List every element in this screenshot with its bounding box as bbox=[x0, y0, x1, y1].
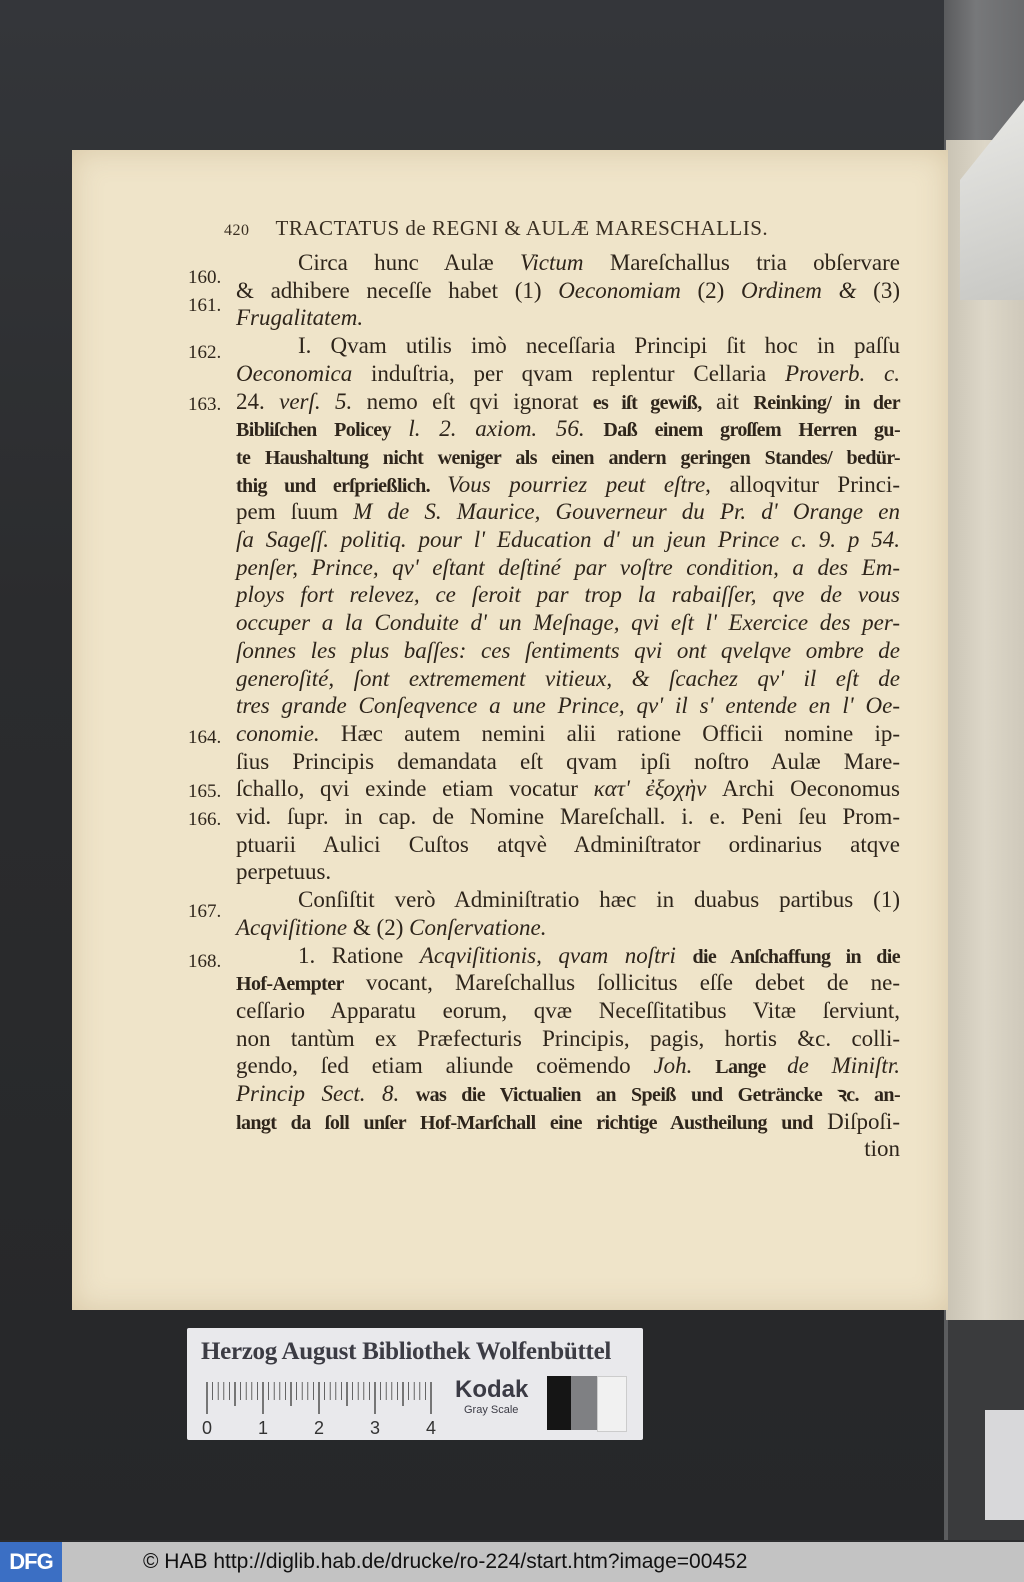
margin-number: 161. bbox=[188, 295, 222, 316]
fraktur-text: Reinking/ in der bbox=[753, 391, 900, 414]
next-page-sliver bbox=[946, 140, 1024, 1320]
fraktur-text: Bibliſchen Policey bbox=[236, 419, 409, 442]
running-head-title: TRACTATUS de REGNI & AULÆ MARESCHALLIS. bbox=[275, 216, 769, 240]
library-name: Herzog August Bibliothek Wolfenbüttel bbox=[201, 1338, 612, 1365]
roman-text: (3) bbox=[873, 277, 900, 303]
roman-text: I. Qvam utilis imò neceſſaria Principi ſit hoc in paſſu bbox=[298, 333, 900, 359]
ruler-label: 3 bbox=[369, 1418, 381, 1438]
italic-text: ſonnes les plus baſſes: ces ſentiments qvi ont qvelqve ombre de bbox=[236, 637, 900, 663]
text-line bbox=[236, 554, 900, 582]
text-line bbox=[236, 775, 900, 803]
italic-text: occuper a la Conduite d' un Meſnage, qvi eſt l' Exercice des per- bbox=[236, 610, 900, 636]
margin-number: 160. bbox=[188, 267, 222, 288]
fraktur-text: was die Victualien an Speiß und Geträncke ꝛc. an- bbox=[415, 1084, 901, 1106]
fraktur-text: langt da ſoll unſer Hof-Marſchall eine richtige Austheilung und bbox=[236, 1111, 828, 1134]
roman-text: vid. ſupr. in cap. de Nomine Mareſchall. i. e. Peni ſeu Prom- bbox=[236, 804, 900, 829]
italic-text: Joh. bbox=[653, 1053, 716, 1079]
fraktur-text: thig und erſprießlich. bbox=[236, 474, 448, 497]
dfg-logo: DFG bbox=[0, 1542, 62, 1582]
centimeter-ruler bbox=[203, 1378, 435, 1438]
italic-text: verſ. 5. bbox=[279, 388, 353, 414]
roman-text: non tantùm ex Præfecturis Principis, pagis, hortis &c. colli- bbox=[236, 1025, 900, 1051]
italic-text: Princip Sect. 8. bbox=[236, 1081, 416, 1106]
italic-text: generoſité, ſont extremement vitieux, & ſcachez qv' il eſt de bbox=[236, 665, 900, 691]
text-line bbox=[236, 748, 900, 776]
text-line bbox=[236, 360, 900, 388]
text-line bbox=[236, 1025, 900, 1053]
fraktur-text: die Anſchaffung in die bbox=[692, 945, 900, 968]
italic-text: Victum bbox=[520, 250, 584, 275]
text-line bbox=[236, 942, 900, 970]
roman-text: perpetuus. bbox=[236, 859, 332, 885]
margin-number: 163. bbox=[188, 394, 222, 415]
text-line bbox=[236, 914, 900, 942]
text-line bbox=[236, 332, 900, 360]
fraktur-text: Daß einem groſſem Herren gu- bbox=[603, 419, 901, 442]
italic-text: Acqviſitione bbox=[236, 914, 348, 940]
italic-text: Frugalitatem. bbox=[236, 305, 364, 331]
margin-number: 164. bbox=[188, 727, 222, 748]
text-line bbox=[236, 720, 900, 748]
roman-text: tion bbox=[864, 1136, 900, 1162]
italic-text: l. 2. axiom. 56. bbox=[408, 416, 604, 442]
side-label bbox=[985, 1410, 1024, 1520]
roman-text: ceſſario Apparatu eorum, qvæ Neceſſitatibus Vitæ ſerviunt, bbox=[236, 997, 900, 1023]
roman-text: nemo eſt qvi ignorat bbox=[352, 388, 593, 414]
fraktur-text: Lange bbox=[715, 1056, 788, 1079]
ruler-label: 1 bbox=[257, 1418, 269, 1438]
text-line bbox=[236, 637, 900, 665]
white-patch bbox=[597, 1376, 627, 1432]
roman-text: Circa hunc Aulæ bbox=[298, 250, 521, 275]
italic-text: conomie. bbox=[236, 720, 320, 746]
ruler-label: 2 bbox=[313, 1418, 325, 1438]
text-line bbox=[236, 858, 900, 886]
italic-text: de Miniſtr. bbox=[787, 1053, 900, 1079]
text-line bbox=[236, 249, 900, 277]
margin-number: 162. bbox=[188, 342, 222, 363]
text-line bbox=[236, 581, 900, 609]
italic-text: Acqviſitionis, qvam noſtri bbox=[419, 942, 693, 968]
roman-text: 1. Ratione bbox=[298, 942, 420, 968]
italic-text: penſer, Prince, qv' eſtant deſtiné par voſtre condition, a des Em- bbox=[236, 554, 900, 580]
text-line bbox=[236, 415, 900, 443]
text-line bbox=[236, 526, 900, 554]
roman-text: Conſiſtit verò Adminiſtratio hæc in duabus partibus (1) bbox=[298, 887, 900, 913]
roman-text: Archi Oeconomus bbox=[706, 776, 900, 802]
italic-text: Vous pourriez peut eſtre, bbox=[447, 471, 711, 497]
text-line bbox=[236, 304, 900, 332]
roman-text: gendo, ſed etiam aliunde coëmendo bbox=[236, 1053, 654, 1079]
roman-text: ait bbox=[701, 388, 754, 414]
fraktur-text: Hof-Aempter bbox=[236, 973, 344, 996]
roman-text: induſtria, per qvam replentur Cellaria bbox=[352, 360, 785, 386]
roman-text: pem ſuum bbox=[236, 499, 354, 525]
roman-text: Mareſchallus tria obſervare bbox=[583, 250, 900, 275]
roman-text: ptuarii Aulici Cuſtos atqvè Adminiſtrator ordinarius atqve bbox=[236, 831, 900, 857]
text-line bbox=[236, 1135, 900, 1163]
roman-text: & (2) bbox=[347, 914, 410, 940]
italic-text: κατ' ἐξοχὴν bbox=[593, 776, 707, 802]
italic-text: Conſervatione. bbox=[409, 914, 547, 940]
italic-text: ploys fort relevez, ce ſeroit par trop la rabaiſſer, qve de vous bbox=[236, 582, 900, 608]
running-head bbox=[224, 216, 844, 244]
margin-number: 165. bbox=[188, 781, 222, 802]
fraktur-text: te Haushaltung nicht weniger als einen andern geringen Standes/ bedür- bbox=[236, 446, 900, 469]
roman-text: ſius Principis demandata eſt qvam ipſi noſtro Aulæ Mare- bbox=[236, 748, 900, 774]
roman-text: 24. bbox=[236, 388, 280, 414]
italic-text: Oeconomiam bbox=[558, 277, 681, 303]
page-number: 420 bbox=[224, 222, 250, 239]
footer-bar bbox=[0, 1542, 1024, 1582]
text-line bbox=[236, 969, 900, 997]
text-line bbox=[236, 665, 900, 693]
italic-text: tres grande Conſeqvence a une Prince, qv' il s' entende en l' Oe- bbox=[236, 693, 900, 719]
text-line bbox=[236, 609, 900, 637]
roman-text: alloqvitur Princi- bbox=[710, 471, 901, 497]
italic-text: Oeconomica bbox=[236, 360, 353, 386]
text-line bbox=[236, 1080, 900, 1108]
ruler-label: 0 bbox=[201, 1418, 213, 1438]
kodak-logo: Kodak bbox=[455, 1376, 529, 1403]
margin-number: 167. bbox=[188, 901, 222, 922]
text-line bbox=[236, 886, 900, 914]
text-line bbox=[236, 471, 900, 499]
fraktur-text: es iſt gewiß, bbox=[592, 391, 702, 414]
margin-number: 168. bbox=[188, 951, 222, 972]
roman-text: & adhibere neceſſe habet (1) bbox=[236, 277, 559, 303]
margin-number: 166. bbox=[188, 809, 222, 830]
color-calibration-card bbox=[187, 1328, 643, 1440]
text-line bbox=[236, 997, 900, 1025]
text-line bbox=[236, 388, 900, 416]
gray-patch bbox=[571, 1376, 597, 1430]
text-line bbox=[236, 277, 900, 305]
gray-scale-label: Gray Scale bbox=[464, 1404, 519, 1416]
text-line bbox=[236, 803, 900, 831]
italic-text: M de S. Maurice, Gouverneur du Pr. d' Orange en bbox=[353, 499, 900, 525]
roman-text: Hæc autem nemini alii ratione Officii nomine ip- bbox=[319, 720, 900, 746]
roman-text: vocant, Mareſchallus ſollicitus eſſe debet de ne- bbox=[343, 970, 900, 996]
text-line bbox=[236, 1108, 900, 1136]
text-line bbox=[236, 1052, 900, 1080]
black-patch bbox=[547, 1376, 571, 1430]
text-line bbox=[236, 831, 900, 859]
text-line bbox=[236, 692, 900, 720]
italic-text: Ordinem & bbox=[741, 277, 874, 303]
text-line bbox=[236, 443, 900, 471]
ruler-label: 4 bbox=[425, 1418, 437, 1438]
roman-text: ſchallo, qvi exinde etiam vocatur bbox=[236, 776, 594, 802]
italic-text: Proverb. c. bbox=[784, 360, 900, 386]
text-line bbox=[236, 498, 900, 526]
italic-text: ſa Sageſſ. politiq. pour l' Education d' un jeun Prince c. 9. p 54. bbox=[236, 527, 900, 552]
roman-text: Diſpoſi- bbox=[827, 1108, 900, 1134]
copyright-link[interactable]: © HAB http://diglib.hab.de/drucke/ro-224/start.htm?image=00452 bbox=[143, 1550, 748, 1573]
roman-text: (2) bbox=[680, 277, 741, 303]
